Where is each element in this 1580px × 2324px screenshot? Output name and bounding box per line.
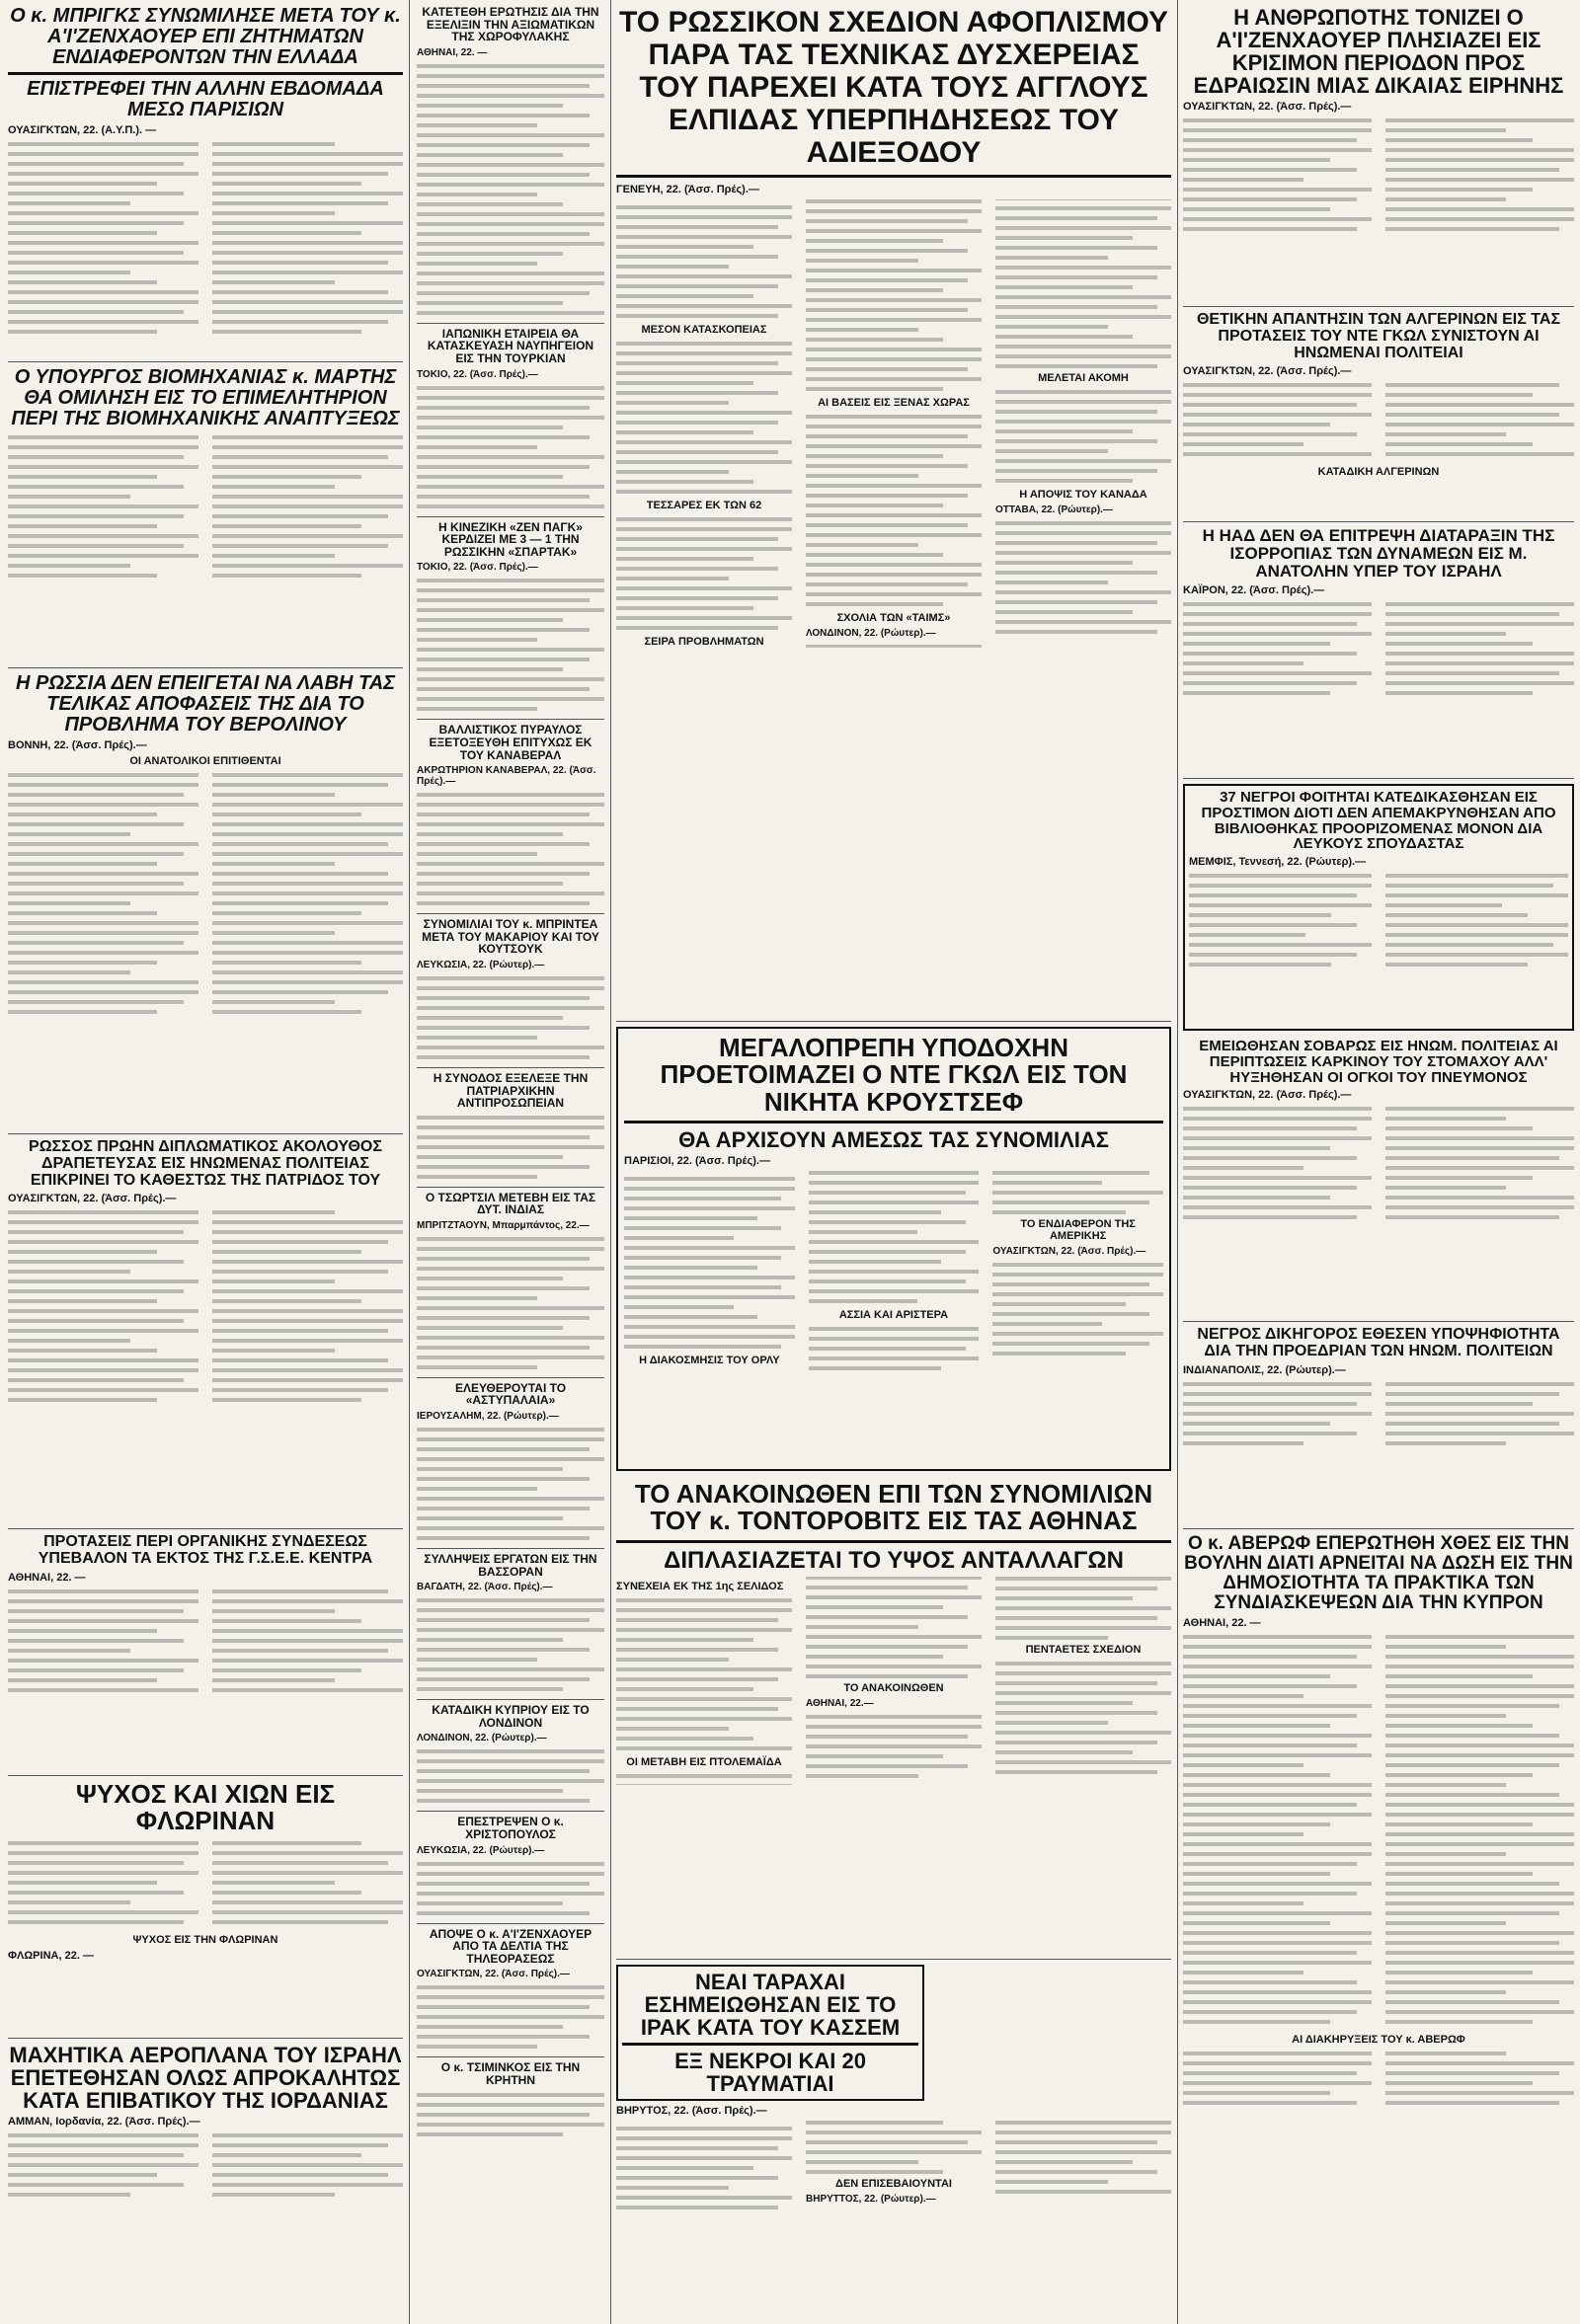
brief-headline: ΣΥΝΟΜΙΛΙΑΙ ΤΟΥ κ. ΜΠΡΙΝΤΕΑ ΜΕΤΑ ΤΟΥ ΜΑΚΑΡΙΟΥ ΚΑΙ ΤΟΥ ΚΟΥΤΣΟΥΚ: [417, 913, 604, 956]
article-subheadline: ΔΙΠΛΑΣΙΑΖΕΤΑΙ ΤΟ ΥΨΟΣ ΑΝΤΑΛΛΑΓΩΝ: [664, 1546, 1124, 1574]
divider: [1183, 1528, 1574, 1529]
body-text: [8, 2133, 403, 2203]
dateline: ΑΘΗΝΑΙ, 22. —: [417, 46, 488, 58]
divider: [8, 361, 403, 362]
divider: [616, 1540, 1171, 1543]
subhead: ΔΕΝ ΕΠΙΣΕΒΑΙΟΥΝΤΑΙ: [835, 2178, 952, 2191]
dateline: ΤΟΚΙΟ, 22. (Άσσ. Πρές).—: [417, 368, 538, 380]
dateline: ΟΥΑΣΙΓΚΤΩΝ, 22. (Άσσ. Πρές).—: [1183, 1089, 1352, 1102]
subhead: ΤΕΣΣΑΡΕΣ ΕΚ ΤΩΝ 62: [646, 500, 762, 511]
brief-headline: Ο κ. ΤΣΙΜΙΝΚΟΣ ΕΙΣ ΤΗΝ ΚΡΗΤΗΝ: [417, 2056, 604, 2086]
article-uar-israel: [1183, 527, 1574, 774]
article-headline: ΝΕΓΡΟΣ ΔΙΚΗΓΟΡΟΣ ΕΘΕΣΕΝ ΥΠΟΨΗΦΙΟΤΗΤΑ ΔΙΑ ΤΗΝ ΠΡΟΕΔΡΙΑΝ ΤΩΝ ΗΝΩΜ. ΠΟΛΙΤΕΙΩΝ: [1197, 1327, 1560, 1359]
body-text: [1183, 1635, 1574, 2030]
divider: [1183, 306, 1574, 307]
brief: [417, 1377, 604, 1540]
brief: [417, 1548, 604, 1691]
body-columns: [616, 199, 1171, 648]
divider: [616, 175, 1171, 178]
briefs-column: [417, 6, 604, 2322]
divider: [1183, 521, 1574, 522]
divider: [616, 1021, 1171, 1022]
dateline: ΟΥΑΣΙΓΚΤΩΝ, 22. (Άσσ. Πρές).—: [992, 1245, 1146, 1257]
brief-headline: ΕΠΕΣΤΡΕΨΕΝ Ο κ. ΧΡΙΣΤΟΠΟΥΛΟΣ: [417, 1811, 604, 1840]
subhead: ΜΕΛΕΤΑΙ ΑΚΟΜΗ: [1038, 372, 1129, 384]
brief: [417, 1811, 604, 1914]
dateline: ΒΗΡΥΤΤΟΣ, 22. (Ρώυτερ).—: [806, 2194, 936, 2206]
brief: [417, 323, 604, 508]
body-text: [1183, 1382, 1574, 1451]
dateline: ΓΕΝΕΥΗ, 22. (Άσσ. Πρές).—: [616, 184, 759, 195]
dateline: ΚΑΪΡΟΝ, 22. (Άσσ. Πρές).—: [1183, 583, 1325, 596]
brief: [417, 1923, 604, 2050]
dateline: ΒΑΓΔΑΤΗ, 22. (Άσσ. Πρές).—: [417, 1582, 553, 1593]
brief: [417, 1699, 604, 1803]
dateline: ΛΟΝΔΙΝΟΝ, 22. (Ρώυτερ).—: [417, 1733, 547, 1744]
body-columns: [616, 2121, 1171, 2209]
brief: [417, 913, 604, 1059]
article-negro-lawyer: [1183, 1327, 1574, 1524]
article-headline: ΝΕΑΙ ΤΑΡΑΧΑΙ ΕΣΗΜΕΙΩΘΗΣΑΝ ΕΙΣ ΤΟ ΙΡΑΚ ΚΑΤΑ ΤΟΥ ΚΑΣΣΕΜ: [640, 1970, 901, 2041]
column-rule: [1177, 0, 1178, 2324]
dateline: ΟΥΑΣΙΓΚΤΩΝ, 22. (Άσσ. Πρές).—: [1183, 365, 1352, 378]
body-columns: [616, 1577, 1171, 1784]
dateline: ΑΜΜΑΝ, Ιορδανία, 22. (Άσσ. Πρές).—: [8, 2116, 200, 2129]
brief-headline: ΣΥΛΛΗΨΕΙΣ ΕΡΓΑΤΩΝ ΕΙΣ ΤΗΝ ΒΑΣΣΟΡΑΝ: [417, 1548, 604, 1578]
body-columns: [624, 1171, 1163, 1370]
dateline: ΒΟΝΝΗ, 22. (Άσσ. Πρές).—: [8, 739, 147, 751]
body-text: [1189, 874, 1568, 972]
article-iraq: [616, 1965, 1171, 2320]
divider: [8, 2038, 403, 2039]
article-martis: [8, 367, 403, 663]
subhead: ΑΙ ΒΑΣΕΙΣ ΕΙΣ ΞΕΝΑΣ ΧΩΡΑΣ: [818, 397, 970, 409]
article-headline: Η ΡΩΣΣΙΑ ΔΕΝ ΕΠΕΙΓΕΤΑΙ ΝΑ ΛΑΒΗ ΤΑΣ ΤΕΛΙΚΑΣ ΑΠΟΦΑΣΕΙΣ ΤΗΣ ΔΙΑ ΤΟ ΠΡΟΒΛΗΜΑ ΤΟΥ ΒΕΡΟΛΙΝΟΥ: [16, 673, 395, 736]
body-text: [1183, 1107, 1574, 1225]
article-headline: ΜΕΓΑΛΟΠΡΕΠΗ ΥΠΟΔΟΧΗΝ ΠΡΟΕΤΟΙΜΑΖΕΙ Ο ΝΤΕ ΓΚΩΛ ΕΙΣ ΤΟΝ ΝΙΚΗΤΑ ΚΡΟΥΣΤΣΕΦ: [660, 1033, 1128, 1117]
divider: [624, 1121, 1163, 1123]
article-headline: Η ΗΑΔ ΔΕΝ ΘΑ ΕΠΙΤΡΕΨΗ ΔΙΑΤΑΡΑΞΙΝ ΤΗΣ ΙΣΟΡΡΟΠΙΑΣ ΤΩΝ ΔΥΝΑΜΕΩΝ ΕΙΣ Μ. ΑΝΑΤΟΛΗΝ ΥΠΕΡ ΤΟΥ ΙΣΡΑΗΛ: [1202, 527, 1555, 581]
divider: [1183, 778, 1574, 779]
subhead: ΣΧΟΛΙΑ ΤΩΝ «ΤΑΙΜΣ»: [836, 612, 951, 624]
subhead: ΑΣΣΙΑ ΚΑΙ ΑΡΙΣΤΕΡΑ: [838, 1308, 949, 1321]
article-subheadline: ΕΠΙΣΤΡΕΦΕΙ ΤΗΝ ΑΛΛΗΝ ΕΒΔΟΜΑΔΑ ΜΕΣΩ ΠΑΡΙΣΙΩΝ: [27, 78, 384, 120]
dateline: ΤΟΚΙΟ, 22. (Άσσ. Πρές).—: [417, 562, 538, 574]
article-briggs: [8, 6, 403, 357]
article-eisenhower-peace: [1183, 6, 1574, 302]
divider: [8, 1775, 403, 1776]
subhead: ΤΟ ΑΝΑΚΟΙΝΩΘΕΝ: [843, 1682, 944, 1695]
subhead: ΟΙ ΜΕΤΑΒΗ ΕΙΣ ΠΤΟΛΕΜΑΪΔΑ: [626, 1755, 782, 1768]
article-todorovich: [616, 1481, 1171, 1955]
article-algeria: [1183, 312, 1574, 517]
dateline: ΟΥΑΣΙΓΚΤΩΝ, 22. (Άσσ. Πρές).—: [8, 1193, 177, 1205]
article-headline: ΨΥΧΟΣ ΚΑΙ ΧΙΩΝ ΕΙΣ ΦΛΩΡΙΝΑΝ: [75, 1781, 336, 1836]
body-text: [8, 1841, 403, 1930]
article-gsee: [8, 1534, 403, 1771]
divider: [8, 1133, 403, 1134]
divider: [8, 667, 403, 668]
divider: [8, 72, 403, 75]
dateline: ΟΥΑΣΙΓΚΤΩΝ, 22. (Α.Υ.Π.). —: [8, 124, 157, 136]
article-khrushchev: [616, 1027, 1171, 1471]
column-rule: [610, 0, 611, 2324]
article-florina: [8, 1781, 403, 2034]
dateline: ΦΛΩΡΙΝΑ, 22. —: [8, 1949, 94, 1962]
article-headline: ΠΡΟΤΑΣΕΙΣ ΠΕΡΙ ΟΡΓΑΝΙΚΗΣ ΣΥΝΔΕΣΕΩΣ ΥΠΕΒΑΛΟΝ ΤΑ ΕΚΤΟΣ ΤΗΣ Γ.Σ.Ε.Ε. ΚΕΝΤΡΑ: [38, 1534, 373, 1567]
article-headline: ΤΟ ΡΩΣΣΙΚΟΝ ΣΧΕΔΙΟΝ ΑΦΟΠΛΙΣΜΟΥ ΠΑΡΑ ΤΑΣ ΤΕΧΝΙΚΑΣ ΔΥΣΧΕΡΕΙΑΣ ΤΟΥ ΠΑΡΕΧΕΙ ΚΑΤΑ ΤΟΥΣ ΑΓΓΛΟΥΣ ΕΛΠΙΔΑΣ ΥΠΕΡΠΗΔΗΣΕΩΣ ΤΟΥ ΑΔΙΕΞΟΔΟΥ: [619, 6, 1168, 169]
dateline: ΟΤΤΑΒΑ, 22. (Ρώυτερ).—: [995, 504, 1113, 515]
dateline: ΑΘΗΝΑΙ, 22. —: [8, 1571, 86, 1584]
column-rule: [409, 0, 410, 2324]
article-subheadline: ΘΑ ΑΡΧΙΣΟΥΝ ΑΜΕΣΩΣ ΤΑΣ ΣΥΝΟΜΙΛΙΑΣ: [678, 1126, 1109, 1152]
article-headline: ΘΕΤΙΚΗΝ ΑΠΑΝΤΗΣΙΝ ΤΩΝ ΑΛΓΕΡΙΝΩΝ ΕΙΣ ΤΑΣ ΠΡΟΤΑΣΕΙΣ ΤΟΥ ΝΤΕ ΓΚΩΛ ΣΥΝΙΣΤΟΥΝ ΑΙ ΗΝΩΜΕΝΑΙ ΠΟΛΙΤΕΙΑΙ: [1196, 312, 1561, 361]
article-headline: Η ΑΝΘΡΩΠΟΤΗΣ ΤΟΝΙΖΕΙ Ο Α'Ι'ΖΕΝΧΑΟΥΕΡ ΠΛΗΣΙΑΖΕΙ ΕΙΣ ΚΡΙΣΙΜΟΝ ΠΕΡΙΟΔΟΝ ΠΡΟΣ ΕΔΡΑΙΩΣΙΝ ΜΙΑΣ ΔΙΚΑΙΑΣ ΕΙΡΗΝΗΣ: [1193, 6, 1564, 99]
article-russian-defector: [8, 1139, 403, 1524]
dateline: ΑΘΗΝΑΙ, 22.—: [806, 1698, 874, 1710]
subhead: ΜΕΣΟΝ ΚΑΤΑΣΚΟΠΕΙΑΣ: [641, 324, 767, 336]
brief-headline: Η ΚΙΝΕΖΙΚΗ «ΖΕΝ ΠΑΓΚ» ΚΕΡΔΙΖΕΙ ΜΕ 3 — 1 ΤΗΝ ΡΩΣΣΙΚΗΝ «ΣΠΑΡΤΑΚ»: [417, 516, 604, 559]
article-berlin: [8, 673, 403, 1129]
dateline: ΜΕΜΦΙΣ, Τεννεσή, 22. (Ρώυτερ).—: [1189, 856, 1367, 868]
body-text: [1183, 383, 1574, 462]
dateline: ΙΕΡΟΥΣΑΛΗΜ, 22. (Ρώυτερ).—: [417, 1411, 559, 1423]
dateline: ΛΕΥΚΩΣΙΑ, 22. (Ρώυτερ).—: [417, 959, 545, 970]
article-subheadline: ΕΞ ΝΕΚΡΟΙ ΚΑΙ 20 ΤΡΑΥΜΑΤΙΑΙ: [674, 2049, 866, 2097]
brief: [417, 516, 604, 712]
article-headline: ΡΩΣΣΟΣ ΠΡΩΗΝ ΔΙΠΛΩΜΑΤΙΚΟΣ ΑΚΟΛΟΥΘΟΣ ΔΡΑΠΕΤΕΥΣΑΣ ΕΙΣ ΗΝΩΜΕΝΑΣ ΠΟΛΙΤΕΙΑΣ ΕΠΙΚΡΙΝΕΙ ΤΟ ΚΑΘΕΣΤΩΣ ΤΗΣ ΠΑΤΡΙΔΟΣ ΤΟΥ: [29, 1139, 382, 1189]
subhead: Η ΔΙΑΚΟΣΜΗΣΙΣ ΤΟΥ ΟΡΛΥ: [639, 1354, 780, 1366]
subhead: ΤΟ ΕΝΔΙΑΦΕΡΟΝ ΤΗΣ ΑΜΕΡΙΚΗΣ: [1020, 1217, 1136, 1242]
subhead: ΟΙ ΑΝΑΤΟΛΙΚΟΙ ΕΠΙΤΙΘΕΝΤΑΙ: [129, 755, 281, 767]
subhead: ΑΙ ΔΙΑΚΗΡΥΞΕΙΣ ΤΟΥ κ. ΑΒΕΡΩΦ: [1292, 2033, 1465, 2046]
article-headline: ΤΟ ΑΝΑΚΟΙΝΩΘΕΝ ΕΠΙ ΤΩΝ ΣΥΝΟΜΙΛΙΩΝ ΤΟΥ κ. ΤΟΝΤΟΡΟΒΙΤΣ ΕΙΣ ΤΑΣ ΑΘΗΝΑΣ: [634, 1481, 1153, 1536]
divider: [1183, 1321, 1574, 1322]
article-disarmament: [616, 6, 1171, 1017]
subhead: ΚΑΤΑΔΙΚΗ ΑΛΓΕΡΙΝΩΝ: [1317, 466, 1440, 479]
dateline: ΟΥΑΣΙΓΚΤΩΝ, 22. (Άσσ. Πρές).—: [417, 1969, 570, 1980]
body-text: [8, 142, 403, 340]
article-headline: 37 ΝΕΓΡΟΙ ΦΟΙΤΗΤΑΙ ΚΑΤΕΔΙΚΑΣΘΗΣΑΝ ΕΙΣ ΠΡΟΣΤΙΜΟΝ ΔΙΟΤΙ ΔΕΝ ΑΠΕΜΑΚΡΥΝΘΗΣΑΝ ΑΠΟ ΒΙΒΛΙΟΘΗΚΑΣ ΠΡΟΟΡΙΖΟΜΕΝΑΣ ΜΟΝΟΝ ΔΙΑ ΛΕΥΚΟΥΣ ΣΠΟΥΔΑΣΤΑΣ: [1201, 789, 1556, 853]
article-headline: Ο κ. ΜΠΡΙΓΚΣ ΣΥΝΩΜΙΛΗΣΕ ΜΕΤΑ ΤΟΥ κ. Α'Ι'ΖΕΝΧΑΟΥΕΡ ΕΠΙ ΖΗΤΗΜΑΤΩΝ ΕΝΔΙΑΦΕΡΟΝΤΩΝ ΤΗΝ ΕΛΛΑΔΑ: [10, 6, 401, 68]
article-negro-students: [1183, 784, 1574, 1031]
brief: [417, 2056, 604, 2135]
subhead: ΣΕΙΡΑ ΠΡΟΒΛΗΜΑΤΩΝ: [644, 636, 764, 648]
body-text: [1183, 602, 1574, 701]
subhead: ΨΥΧΟΣ ΕΙΣ ΤΗΝ ΦΛΩΡΙΝΑΝ: [132, 1933, 278, 1946]
brief: [417, 6, 604, 315]
article-cancer: [1183, 1039, 1574, 1317]
brief-headline: ΙΑΠΩΝΙΚΗ ΕΤΑΙΡΕΙΑ ΘΑ ΚΑΤΑΣΚΕΥΑΣΗ ΝΑΥΠΗΓΕΙΟΝ ΕΙΣ ΤΗΝ ΤΟΥΡΚΙΑΝ: [417, 323, 604, 365]
dateline: ΑΘΗΝΑΙ, 22. —: [1183, 1616, 1261, 1629]
article-headline: Ο ΥΠΟΥΡΓΟΣ ΒΙΟΜΗΧΑΝΙΑΣ κ. ΜΑΡΤΗΣ ΘΑ ΟΜΙΛΗΣΗ ΕΙΣ ΤΟ ΕΠΙΜΕΛΗΤΗΡΙΟΝ ΠΕΡΙ ΤΗΣ ΒΙΟΜΗΧΑΝΙΚΗΣ ΑΝΑΠΤΥΞΕΩΣ: [11, 367, 400, 429]
subhead: Η ΑΠΟΨΙΣ ΤΟΥ ΚΑΝΑΔΑ: [1019, 489, 1147, 501]
brief-headline: Ο ΤΣΩΡΤΣΙΛ ΜΕΤΕΒΗ ΕΙΣ ΤΑΣ ΔΥΤ. ΙΝΔΙΑΣ: [417, 1187, 604, 1216]
headline-box: [616, 1965, 924, 2101]
dateline: ΟΥΑΣΙΓΚΤΩΝ, 22. (Άσσ. Πρές).—: [1183, 101, 1352, 114]
brief-headline: ΚΑΤΑΔΙΚΗ ΚΥΠΡΙΟΥ ΕΙΣ ΤΟ ΛΟΝΔΙΝΟΝ: [417, 1699, 604, 1729]
divider: [622, 2043, 918, 2046]
dateline: ΛΟΝΔΙΝΟΝ, 22. (Ρώυτερ).—: [806, 628, 936, 639]
continued-note: ΣΥΝΕΧΕΙΑ ΕΚ ΤΗΣ 1ης ΣΕΛΙΔΟΣ: [616, 1580, 784, 1592]
brief-headline: Η ΣΥΝΟΔΟΣ ΕΞΕΛΕΞΕ ΤΗΝ ΠΑΤΡΙΑΡΧΙΚΗΝ ΑΝΤΙΠΡΟΣΩΠΕΙΑΝ: [417, 1067, 604, 1110]
dateline: ΑΚΡΩΤΗΡΙΟΝ ΚΑΝΑΒΕΡΑΛ, 22. (Άσσ. Πρές).—: [417, 765, 596, 788]
article-headline: ΜΑΧΗΤΙΚΑ ΑΕΡΟΠΛΑΝΑ ΤΟΥ ΙΣΡΑΗΛ ΕΠΕΤΕΘΗΣΑΝ ΟΛΩΣ ΑΠΡΟΚΑΛΗΤΩΣ ΚΑΤΑ ΕΠΙΒΑΤΙΚΟΥ ΤΗΣ ΙΟΡΔΑΝΙΑΣ: [9, 2044, 402, 2114]
subhead: ΠΕΝΤΑΕΤΕΣ ΣΧΕΔΙΟΝ: [1025, 1643, 1142, 1656]
article-headline: ΕΜΕΙΩΘΗΣΑΝ ΣΟΒΑΡΩΣ ΕΙΣ ΗΝΩΜ. ΠΟΛΙΤΕΙΑΣ ΑΙ ΠΕΡΙΠΤΩΣΕΙΣ ΚΑΡΚΙΝΟΥ ΤΟΥ ΣΤΟΜΑΧΟΥ ΑΛΛ' ΗΥΞΗΘΗΣΑΝ ΟΙ ΟΓΚΟΙ ΤΟΥ ΠΝΕΥΜΟΝΟΣ: [1199, 1039, 1558, 1086]
dateline: ΠΑΡΙΣΙΟΙ, 22. (Άσσ. Πρές).—: [624, 1154, 770, 1167]
divider: [8, 1528, 403, 1529]
dateline: ΒΗΡΥΤΟΣ, 22. (Άσσ. Πρές).—: [616, 2105, 767, 2118]
brief-headline: ΑΠΟΨΕ Ο κ. Α'Ι'ΖΕΝΧΑΟΥΕΡ ΑΠΟ ΤΑ ΔΕΛΤΙΑ ΤΗΣ ΤΗΛΕΟΡΑΣΕΩΣ: [417, 1923, 604, 1966]
body-text: [8, 1589, 403, 1698]
article-israel-jets: [8, 2044, 403, 2320]
brief: [417, 1187, 604, 1369]
brief-headline: ΕΛΕΥΘΕΡΟΥΤΑΙ ΤΟ «ΑΣΤΥΠΑΛΑΙΑ»: [417, 1377, 604, 1407]
body-text: [8, 435, 403, 583]
body-text: [8, 773, 403, 1020]
body-text: [8, 1210, 403, 1408]
dateline: ΙΝΔΙΑΝΑΠΟΛΙΣ, 22. (Ρώυτερ).—: [1183, 1363, 1346, 1376]
divider: [616, 1959, 1171, 1960]
brief-headline: ΚΑΤΕΤΕΘΗ ΕΡΩΤΗΣΙΣ ΔΙΑ ΤΗΝ ΕΞΕΛΙΞΙΝ ΤΗΝ ΑΞΙΩΜΑΤΙΚΩΝ ΤΗΣ ΧΩΡΟΦΥΛΑΚΗΣ: [422, 6, 599, 44]
dateline: ΛΕΥΚΩΣΙΑ, 22. (Ρώυτερ).—: [417, 1844, 545, 1856]
brief-headline: ΒΑΛΛΙΣΤΙΚΟΣ ΠΥΡΑΥΛΟΣ ΕΞΕΤΟΞΕΥΘΗ ΕΠΙΤΥΧΩΣ ΕΚ ΤΟΥ ΚΑΝΑΒΕΡΑΛ: [417, 719, 604, 761]
body-text: [1183, 118, 1574, 237]
article-headline: Ο κ. ΑΒΕΡΩΦ ΕΠΕΡΩΤΗΘΗ ΧΘΕΣ ΕΙΣ ΤΗΝ ΒΟΥΛΗΝ ΔΙΑΤΙ ΑΡΝΕΙΤΑΙ ΝΑ ΔΩΣΗ ΕΙΣ ΤΗΝ ΔΗΜΟΣΙΟΤΗΤΑ ΤΑ ΠΡΑΚΤΙΚΑ ΤΩΝ ΣΥΝΔΙΑΣΚΕΨΕΩΝ ΔΙΑ ΤΗΝ ΚΥΠΡΟΝ: [1184, 1534, 1573, 1613]
brief: [417, 719, 604, 905]
dateline: ΜΠΡΙΤΖΤΑΟΥΝ, Μπαρμπάντος, 22.—: [417, 1219, 590, 1231]
article-averoff: [1183, 1534, 1574, 2320]
brief: [417, 1067, 604, 1179]
